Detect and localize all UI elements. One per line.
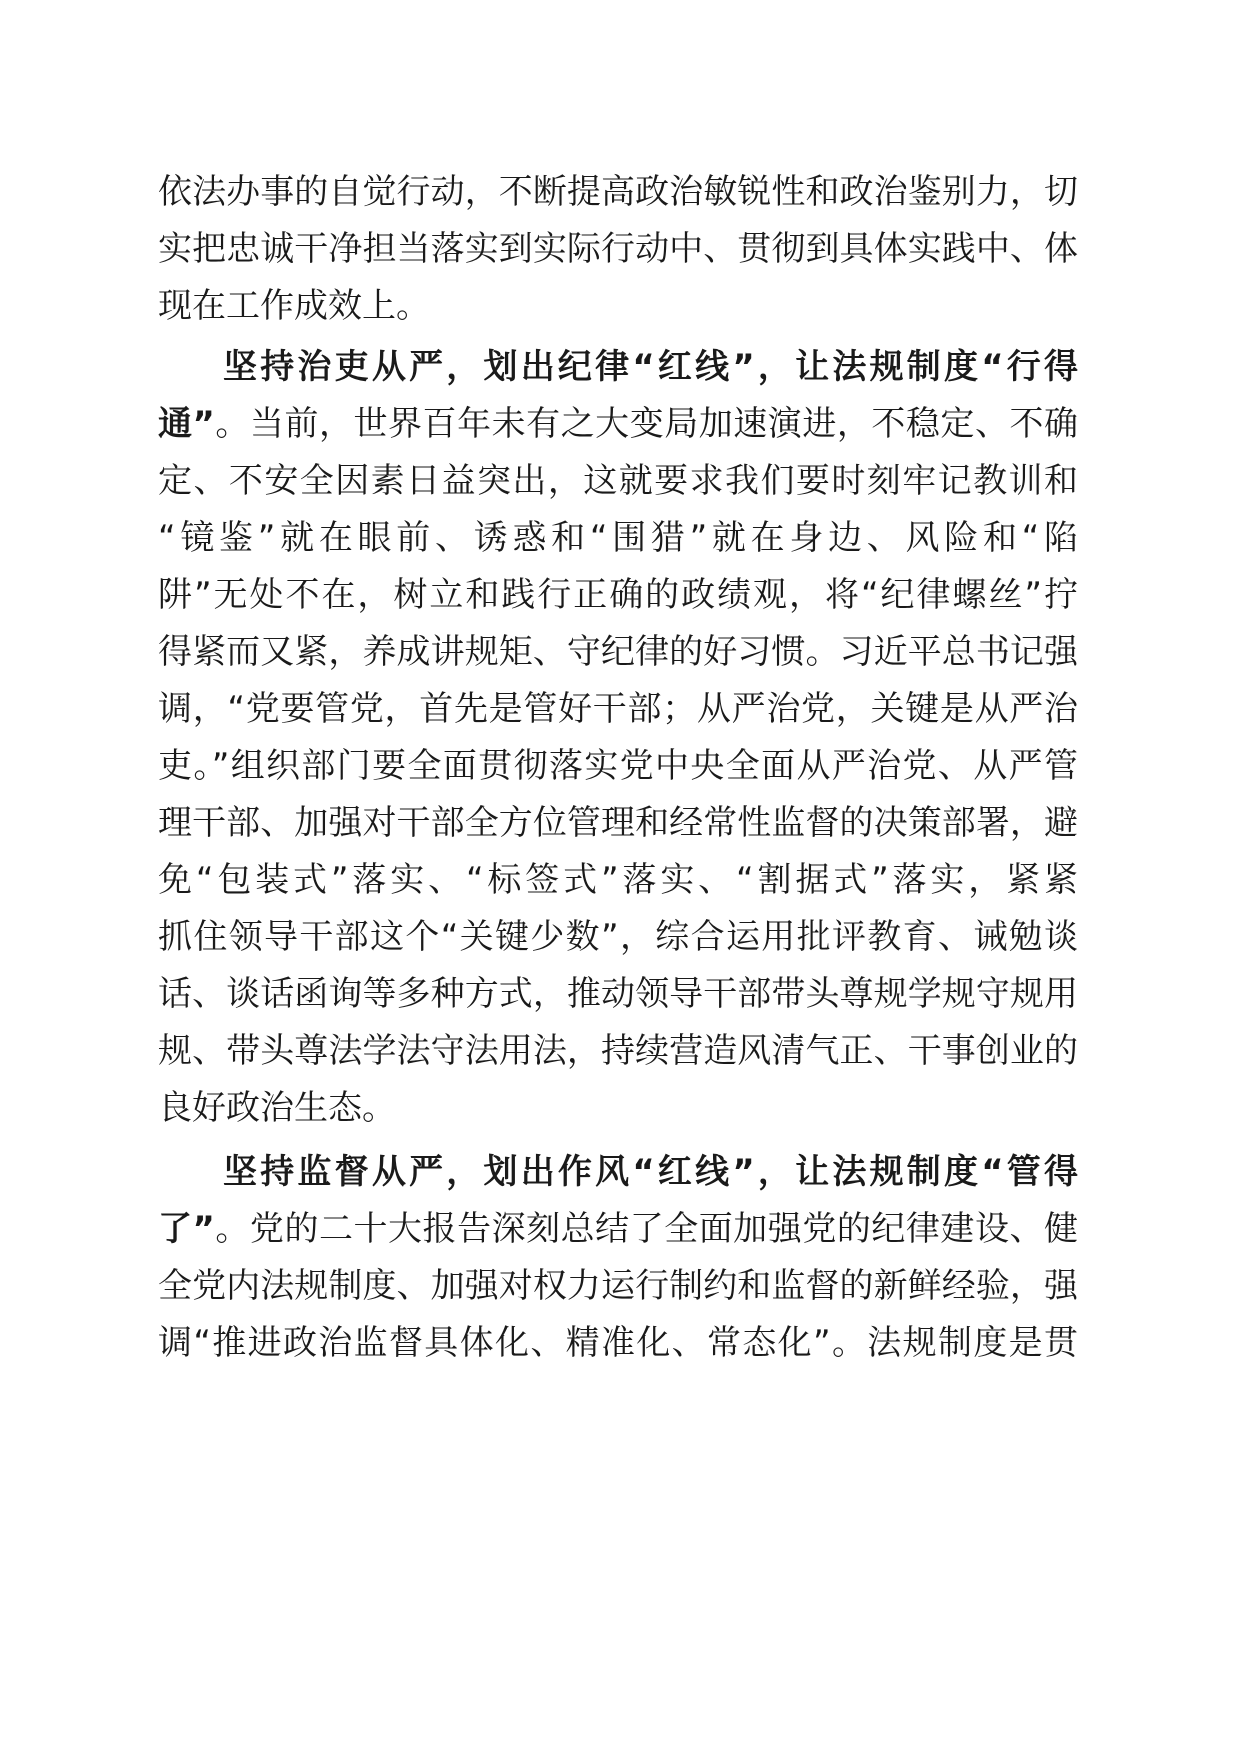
paragraph-2-line-14: 良好政治生态。 <box>158 1088 396 1128</box>
paragraph-2-line-7: 调，“党要管党，首先是管好干部；从严治党，关键是从严治 <box>158 689 1078 729</box>
paragraph-2-line-4: “镜鉴”就在眼前、诱惑和“围猎”就在身边、风险和“陷 <box>158 518 1078 558</box>
paragraph-3-heading-text: 坚持监督从严，划出作风“红线”，让法规制度“管得 <box>223 1152 1078 1192</box>
paragraph-3-line-2 <box>158 1205 1078 1253</box>
paragraph-3-heading-end: 了” <box>158 1209 215 1249</box>
paragraph-2-line-8: 吏。”组织部门要全面贯彻落实党中央全面从严治党、从严管 <box>158 746 1078 786</box>
paragraph-2-line-5: 阱”无处不在，树立和践行正确的政绩观，将“纪律螺丝”拧 <box>158 575 1078 615</box>
paragraph-2-line-12: 话、谈话函询等多种方式，推动领导干部带头尊规学规守规用 <box>158 974 1078 1014</box>
paragraph-2-heading-end: 通” <box>158 404 215 444</box>
paragraph-3-line-2-text: 。党的二十大报告深刻总结了全面加强党的纪律建设、健 <box>214 1209 1078 1249</box>
paragraph-2-heading <box>223 343 1078 391</box>
paragraph-1-line-3: 现在工作成效上。 <box>158 286 430 326</box>
paragraph-2-line-13: 规、带头尊法学法守法用法，持续营造风清气正、干事创业的 <box>158 1031 1078 1071</box>
paragraph-3-heading <box>223 1148 1078 1196</box>
paragraph-3-line-3: 全党内法规制度、加强对权力运行制约和监督的新鲜经验，强 <box>158 1266 1078 1306</box>
paragraph-2-line-3: 定、不安全因素日益突出，这就要求我们要时刻牢记教训和 <box>158 461 1078 501</box>
paragraph-1-line-2: 实把忠诚干净担当落实到实际行动中、贯彻到具体实践中、体 <box>158 229 1078 269</box>
paragraph-3-line-4: 调“推进政治监督具体化、精准化、常态化”。法规制度是贯 <box>158 1323 1078 1363</box>
paragraph-2-line-10: 免“包装式”落实、“标签式”落实、“割据式”落实，紧紧 <box>158 860 1078 900</box>
paragraph-2-line-2 <box>158 400 1078 448</box>
paragraph-2-heading-text: 坚持治吏从严，划出纪律“红线”，让法规制度“行得 <box>223 347 1078 387</box>
paragraph-2-line-11: 抓住领导干部这个“关键少数”，综合运用批评教育、诫勉谈 <box>158 917 1078 957</box>
paragraph-2-line-6: 得紧而又紧，养成讲规矩、守纪律的好习惯。习近平总书记强 <box>158 632 1078 672</box>
paragraph-2-line-2-text: 。当前，世界百年未有之大变局加速演进，不稳定、不确 <box>214 404 1078 444</box>
paragraph-2-line-9: 理干部、加强对干部全方位管理和经常性监督的决策部署，避 <box>158 803 1078 843</box>
paragraph-1-line-1: 依法办事的自觉行动，不断提高政治敏锐性和政治鉴别力，切 <box>158 172 1078 212</box>
